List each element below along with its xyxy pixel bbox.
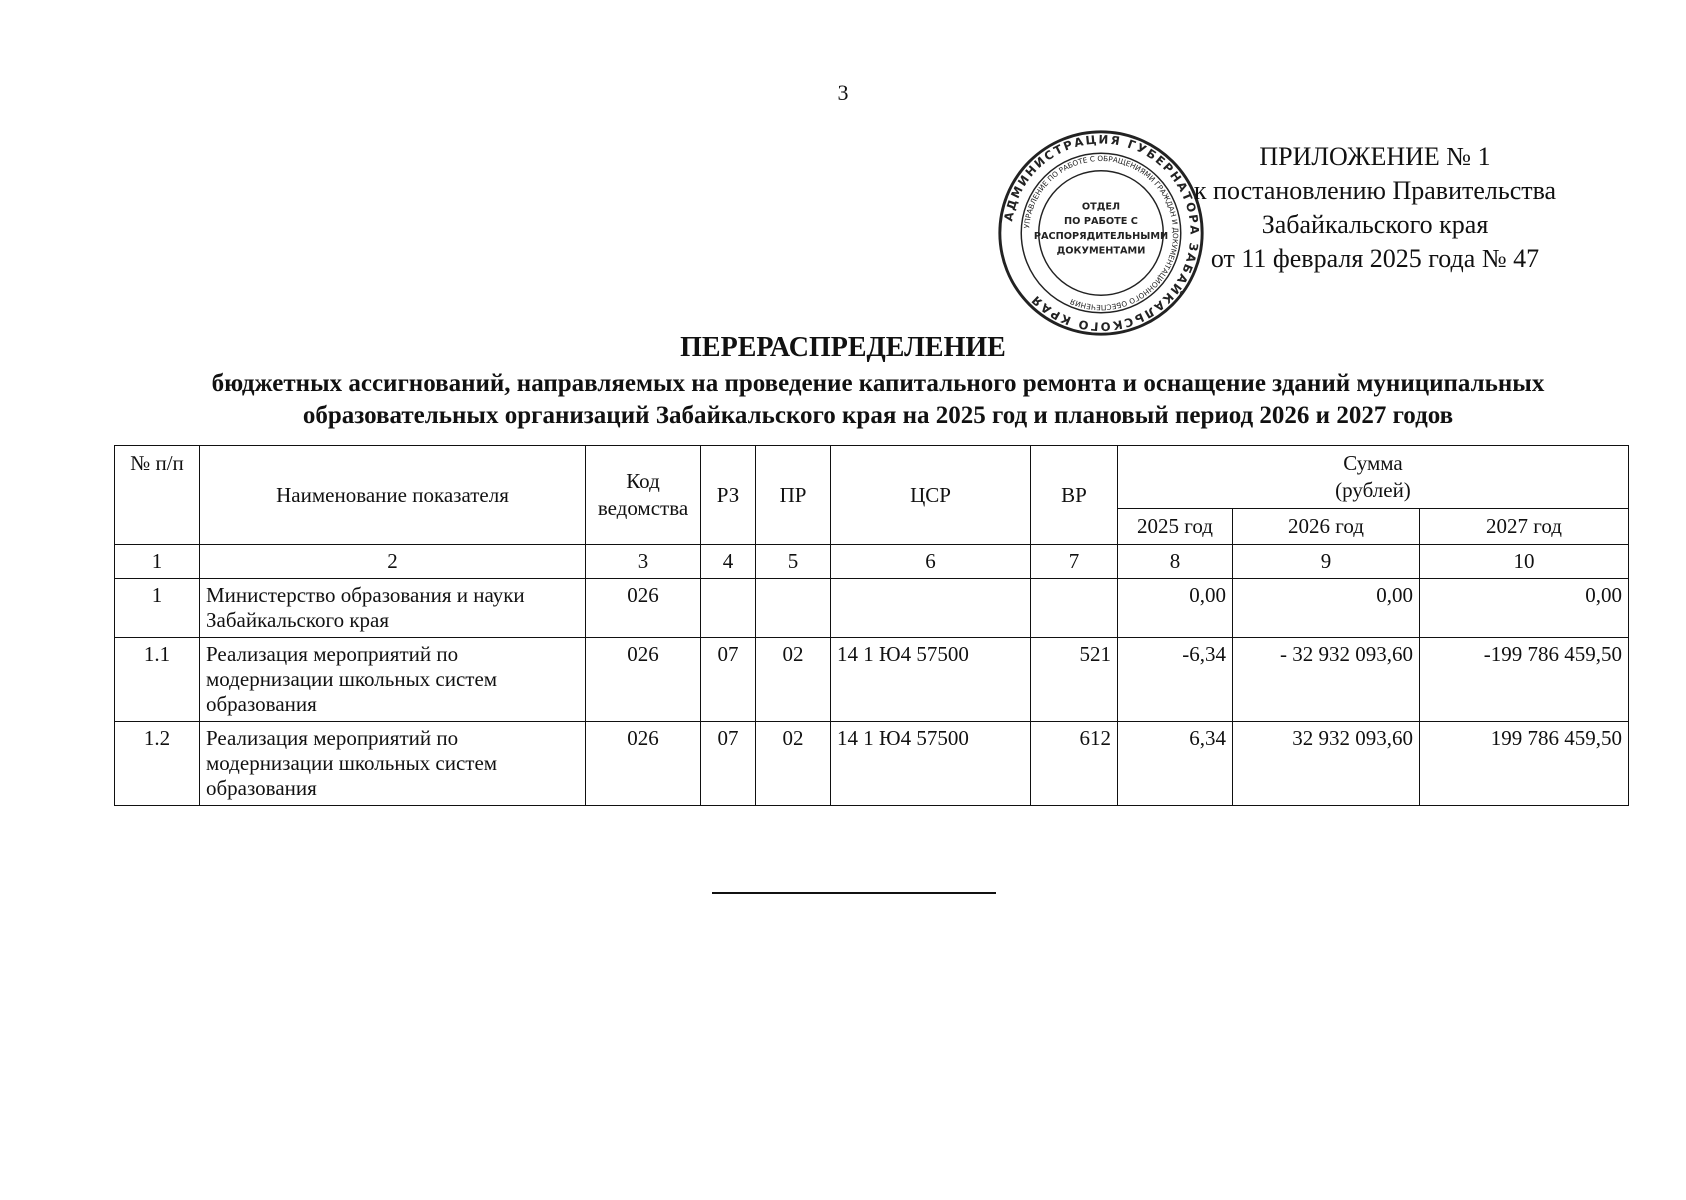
header-name: Наименование показателя (200, 446, 586, 545)
header-csr: ЦСР (831, 446, 1031, 545)
header-sum-label: Сумма (1343, 451, 1403, 475)
row-2027: 199 786 459,50 (1420, 722, 1629, 806)
column-number: 5 (756, 545, 831, 579)
column-number: 7 (1031, 545, 1118, 579)
row-2026: 32 932 093,60 (1233, 722, 1420, 806)
table-row (115, 638, 1629, 722)
annex-region: Забайкальского края (1261, 210, 1489, 239)
column-number-row (115, 545, 1629, 579)
header-2027: 2027 год (1420, 509, 1629, 545)
row-vr: 612 (1031, 722, 1118, 806)
subtitle-line-1: бюджетных ассигнований, направляемых на проведение капитального ремонта и оснащение зданий муниципальных (211, 370, 1545, 397)
row-csr: 14 1 Ю4 57500 (831, 638, 1031, 722)
header-pr: ПР (756, 446, 831, 545)
closing-rule (712, 892, 996, 894)
document-subtitle (100, 368, 1656, 432)
column-number: 9 (1233, 545, 1420, 579)
row-csr (831, 579, 1031, 638)
subtitle-line-2: образовательных организаций Забайкальского края на 2025 год и плановый период 2026 и 2027 годов (302, 402, 1454, 429)
document-title: ПЕРЕРАСПРЕДЕЛЕНИЕ (680, 332, 1006, 363)
row-rz (701, 579, 756, 638)
column-number: 3 (586, 545, 701, 579)
stamp-center-line-2: ПО РАБОТЕ С (1064, 216, 1138, 228)
row-2025: -6,34 (1118, 638, 1233, 722)
column-number: 10 (1420, 545, 1629, 579)
stamp-inner-ring-text: УПРАВЛЕНИЕ ПО РАБОТЕ С ОБРАЩЕНИЯМИ ГРАЖДАН И ДОКУМЕНТАЦИОННОГО ОБЕСПЕЧЕНИЯ (1022, 153, 1181, 313)
row-rz: 07 (701, 638, 756, 722)
row-code: 026 (586, 579, 701, 638)
redistribution-table (114, 445, 1629, 806)
table-row (115, 579, 1629, 638)
annex-title: ПРИЛОЖЕНИЕ № 1 (1259, 142, 1491, 171)
row-rz: 07 (701, 722, 756, 806)
header-2026: 2026 год (1233, 509, 1420, 545)
row-code: 026 (586, 638, 701, 722)
row-csr: 14 1 Ю4 57500 (831, 722, 1031, 806)
column-number: 2 (200, 545, 586, 579)
row-name: Реализация мероприятий по модернизации школьных систем образования (200, 722, 586, 806)
row-name: Реализация мероприятий по модернизации школьных систем образования (200, 638, 586, 722)
stamp-center-line-1: ОТДЕЛ (1081, 201, 1121, 213)
page-number: 3 (837, 80, 849, 105)
stamp-center-line-3: РАСПОРЯДИТЕЛЬНЫМИ (1033, 230, 1169, 242)
column-number: 8 (1118, 545, 1233, 579)
row-2027: 0,00 (1420, 579, 1629, 638)
row-vr (1031, 579, 1118, 638)
column-number: 4 (701, 545, 756, 579)
row-num: 1 (115, 579, 200, 638)
table-header-row-1 (115, 446, 1629, 509)
header-vr: ВР (1031, 446, 1118, 545)
row-2026: - 32 932 093,60 (1233, 638, 1420, 722)
row-pr: 02 (756, 722, 831, 806)
row-2026: 0,00 (1233, 579, 1420, 638)
header-num: № п/п (115, 446, 200, 545)
header-code: Код ведомства (586, 446, 701, 545)
row-vr: 521 (1031, 638, 1118, 722)
annex-resolution-ref: к постановлению Правительства (1193, 176, 1557, 205)
row-name: Министерство образования и науки Забайкальского края (200, 579, 586, 638)
stamp-outer-text: АДМИНИСТРАЦИЯ ГУБЕРНАТОРА ЗАБАЙКАЛЬСКОГО КРАЯ (1001, 132, 1202, 334)
column-number: 6 (831, 545, 1031, 579)
row-num: 1.1 (115, 638, 200, 722)
column-number: 1 (115, 545, 200, 579)
annex-block (1160, 140, 1590, 276)
row-pr: 02 (756, 638, 831, 722)
header-rz: РЗ (701, 446, 756, 545)
table-row (115, 722, 1629, 806)
row-num: 1.2 (115, 722, 200, 806)
header-sum-unit: (рублей) (1335, 478, 1411, 502)
row-2027: -199 786 459,50 (1420, 638, 1629, 722)
row-2025: 6,34 (1118, 722, 1233, 806)
row-2025: 0,00 (1118, 579, 1233, 638)
annex-date-number: от 11 февраля 2025 года № 47 (1210, 244, 1540, 273)
header-2025: 2025 год (1118, 509, 1233, 545)
header-sum (1118, 446, 1629, 509)
row-pr (756, 579, 831, 638)
row-code: 026 (586, 722, 701, 806)
stamp-center-line-4: ДОКУМЕНТАМИ (1056, 245, 1146, 257)
